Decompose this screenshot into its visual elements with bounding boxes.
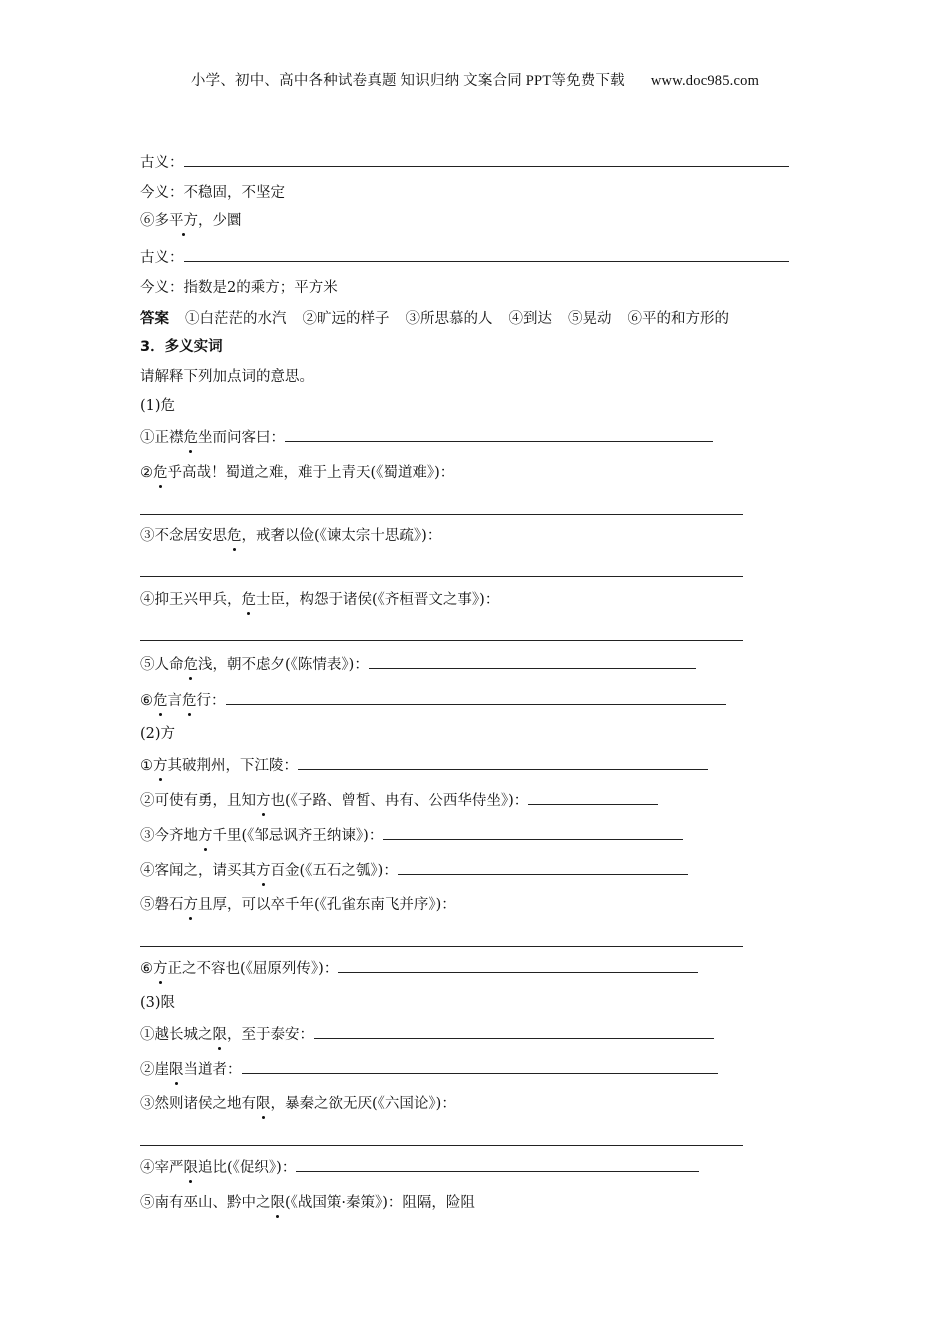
heading-fang: (2)方 [140,726,176,742]
answer-blank[interactable] [242,1059,718,1074]
wei-item-2: ②危乎高哉！蜀道之难，难于上青天(《蜀道难》)： [140,465,455,481]
jin-yi-line-2: 今义：指数是2的乘方；平方米 [140,280,338,296]
dotted-word: 危 [241,592,256,608]
fang-item-3: ③今齐地方千里(《邹忌讽齐王纳谏》)： [140,825,683,846]
dotted-word: 方 [256,793,271,809]
header-url: www.doc985.com [650,73,760,89]
answer-blank[interactable] [140,576,743,577]
dotted-word: 限 [256,1096,271,1112]
answer-line: 答案 ①白茫茫的水汽 ②旷远的样子 ③所思慕的人 ④到达 ⑤晃动 ⑥平的和方形的 [140,311,729,327]
answer-blank[interactable] [398,860,688,875]
fang-item-4: ④客闻之，请买其方百金(《五石之瓠》)： [140,860,688,881]
fang-item-6: ⑥方正之不容也(《屈原列传》)： [140,958,698,979]
answer-blank[interactable] [338,958,698,973]
answer-blank[interactable] [226,690,726,705]
wei-item-4: ④抑王兴甲兵，危士臣，构怨于诸侯(《齐桓晋文之事》)： [140,592,500,608]
dotted-word: 危 [153,465,168,481]
dotted-word: 限 [270,1195,285,1211]
xian-item-1: ①越长城之限，至于泰安： [140,1024,714,1045]
gu-yi-label: 古义： [140,250,184,266]
gu-yi-line-2 [140,247,789,268]
wei-item-6: ⑥危言危行： [140,690,726,711]
dotted-word: 方 [153,758,168,774]
answer-blank[interactable] [314,1024,714,1039]
xian-item-4: ④宰严限追比(《促织》)： [140,1157,699,1178]
xian-item-5: ⑤南有巫山、黔中之限(《战国策·秦策》)：阻隔，险阻 [140,1195,475,1211]
page-header [0,69,950,90]
fang-item-1: ①方其破荆州，下江陵： [140,755,708,776]
jin-yi-line-1: 今义：不稳固，不坚定 [140,185,285,201]
section-3-instruction: 请解释下列加点词的意思。 [140,369,314,385]
answer-blank[interactable] [140,514,743,515]
dotted-word: 危 [227,528,242,544]
dotted-word: 限 [212,1027,227,1043]
gu-yi-line-1 [140,152,789,173]
answer-blank[interactable] [140,946,743,947]
dotted-word: 危 [153,693,168,709]
item-duo-pingfang: ⑥多平方，少圜 [140,213,242,229]
answer-blank[interactable] [528,790,658,805]
wei-item-3: ③不念居安思危，戒奢以俭(《谏太宗十思疏》)： [140,528,442,544]
dotted-word: 方 [256,863,271,879]
dotted-word: 危 [183,430,198,446]
answer-blank[interactable] [184,247,789,262]
answer-blank[interactable] [140,640,743,641]
answer-blank[interactable] [383,825,683,840]
dotted-word: 方 [183,897,198,913]
fang-item-5: ⑤磐石方且厚，可以卒千年(《孔雀东南飞并序》)： [140,897,456,913]
section-3-title: 3．多义实词 [140,339,223,355]
fang-item-2: ②可使有勇，且知方也(《子路、曾皙、冉有、公西华侍坐》)： [140,790,658,811]
dotted-word: 平方 [169,213,198,229]
gu-yi-label: 古义： [140,155,184,171]
dotted-word: 限 [183,1160,198,1176]
wei-item-1: ①正襟危坐而问客曰： [140,427,713,448]
answer-blank[interactable] [296,1157,699,1172]
dotted-word: 方 [198,828,213,844]
answer-blank[interactable] [369,654,696,669]
dotted-word: 限 [169,1062,184,1078]
dotted-word: 方 [153,961,168,977]
answer-blank[interactable] [285,427,713,442]
answer-blank[interactable] [184,152,789,167]
heading-xian: (3)限 [140,995,176,1011]
answer-label: 答案 [140,311,169,327]
answer-blank[interactable] [298,755,708,770]
answer-blank[interactable] [140,1145,743,1146]
dotted-word: 危 [182,693,197,709]
wei-item-5: ⑤人命危浅，朝不虑夕(《陈情表》)： [140,654,696,675]
heading-wei: (1)危 [140,398,176,414]
dotted-word: 危 [183,657,198,673]
xian-item-3: ③然则诸侯之地有限，暴秦之欲无厌(《六国论》)： [140,1096,456,1112]
header-text: 小学、初中、高中各种试卷真题 知识归纳 文案合同 PPT等免费下载 [190,73,625,89]
xian-item-2: ②崖限当道者： [140,1059,718,1080]
